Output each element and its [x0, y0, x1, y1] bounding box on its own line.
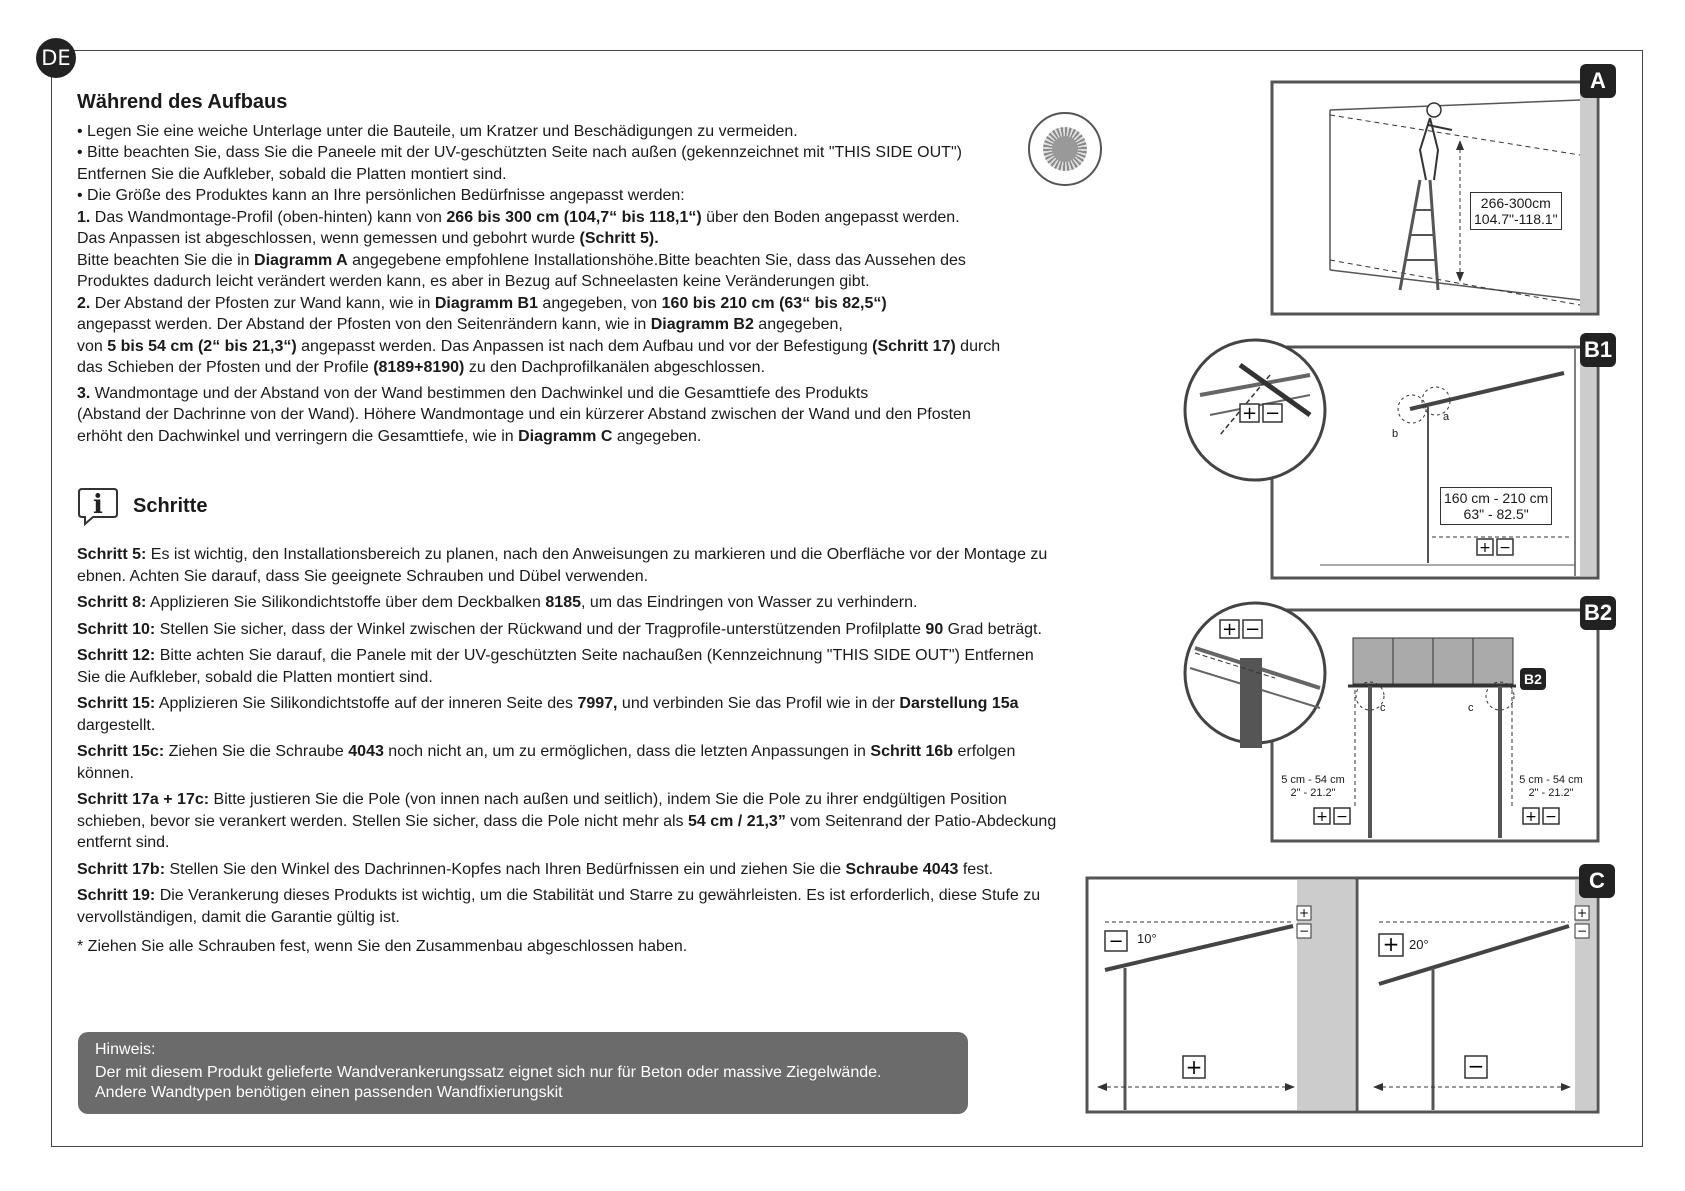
steps-title: Schritte	[133, 494, 208, 517]
section-run: angegeben, von	[537, 294, 662, 312]
step-run: Schritt 17b:	[77, 860, 166, 878]
section-run: • Bitte beachten Sie, dass Sie die Paneele mit der UV-geschützten Seite nach außen (gekennzeichnet mit "THIS SIDE OUT")	[77, 144, 962, 161]
section-run: Entfernen Sie die Aufkleber, sobald die Platten montiert sind.	[77, 165, 507, 183]
step-run: Schritt 19:	[77, 887, 156, 904]
section-run: • Die Größe des Produktes kann an Ihre persönlichen Bedürfnisse angepasst werden:	[77, 187, 685, 204]
section-run: erhöht den Dachwinkel und verringern die Gesamttiefe, wie in	[77, 427, 519, 445]
step-run: Es ist wichtig, den Installationsbereich zu planen, nach den Anweisungen zu markieren und die Oberfläche vor der Montage zu ebnen. Achten Sie darauf, dass Sie geeignete Schrauben und Dübel verwenden.	[77, 546, 1048, 585]
step-run: , um das Eindringen von Wasser zu verhindern.	[580, 594, 918, 611]
diagram-a-label: A	[1580, 64, 1616, 98]
step-run: Schritt 16b	[870, 743, 954, 760]
step-run: Stellen Sie den Winkel des Dachrinnen-Kopfes nach Ihren Bedürfnissen ein und ziehen Sie die	[165, 860, 846, 878]
svg-text:−: −	[1336, 809, 1348, 825]
step-run: 54 cm / 21,3”	[687, 812, 786, 830]
section-run: das Schieben der Pfosten und der Profile	[77, 359, 374, 376]
diagram-b2-left-measurement: 5 cm - 54 cm 2" - 21.2"	[1281, 774, 1345, 799]
svg-text:+: +	[1221, 619, 1238, 640]
section-run: angegeben,	[753, 316, 843, 333]
section-run: durch	[955, 337, 1001, 355]
step-run: 8185	[545, 594, 581, 611]
steps-list	[77, 544, 1057, 963]
svg-text:+: +	[1316, 809, 1328, 825]
svg-text:−: −	[1499, 540, 1511, 556]
hint-box	[78, 1032, 968, 1114]
diagram-b2-label: B2	[1580, 596, 1616, 630]
step-run: Schraube 4043	[845, 860, 959, 878]
section-run: Produktes dadurch leicht verändert werden kann, es aber in Bezug auf Schneelasten keine Veränderungen gibt.	[77, 273, 870, 290]
steps-header	[77, 486, 207, 526]
step-run: Darstellung 15a	[899, 695, 1019, 712]
section-run: zu den Dachprofilkanälen abgeschlossen.	[464, 359, 766, 376]
section-line	[77, 404, 1057, 426]
section-line	[77, 314, 1057, 336]
step-run: Schritt 17a + 17c:	[77, 791, 210, 808]
section-line	[77, 250, 1057, 272]
section-run: (Schritt 5).	[579, 230, 659, 247]
svg-text:+: +	[1185, 1055, 1203, 1079]
section-title: Während des Aufbaus	[77, 91, 288, 113]
svg-text:+: +	[1241, 403, 1258, 424]
step-run: Die Verankerung dieses Produkts ist wichtig, um die Stabilität und Starre zu gewährleisten. Es ist erforderlich, diese Stufe zu vervollständigen, damit die Garantie gültig ist.	[77, 887, 1041, 926]
diagram-b2	[1180, 598, 1613, 843]
section-run: Diagramm A	[254, 251, 348, 269]
diagram-a	[1270, 68, 1606, 316]
svg-text:i: i	[93, 490, 103, 520]
step-item	[77, 619, 1057, 641]
step-item	[77, 693, 1057, 736]
section-run: Wandmontage und der Abstand von der Wand bestimmen den Dachwinkel und die Gesamttiefe des Produkts	[90, 384, 869, 402]
section-line	[77, 426, 1057, 448]
step-run: Schritt 15c:	[77, 743, 165, 760]
step-run: Schritt 12:	[77, 647, 156, 664]
section-line	[77, 383, 1057, 405]
step-item	[77, 936, 1057, 958]
step-run: Applizieren Sie Silikondichtstoffe über dem Deckbalken	[146, 594, 546, 611]
step-run: und verbinden Sie das Profil wie in der	[617, 695, 900, 712]
section-run: Das Anpassen ist abgeschlossen, wenn gemessen und gebohrt wurde	[77, 230, 580, 247]
svg-text:+: +	[1479, 540, 1491, 556]
section-text	[77, 121, 1057, 448]
step-run: Schritt 5:	[77, 546, 147, 563]
step-run: Ziehen Sie die Schraube	[164, 743, 349, 760]
section-run: • Legen Sie eine weiche Unterlage unter die Bauteile, um Kratzer und Beschädigungen zu vermeiden.	[77, 122, 798, 140]
step-run: Schritt 10:	[77, 620, 156, 638]
section-run: (8189+8190)	[373, 359, 465, 376]
language-badge: DE	[36, 38, 76, 78]
svg-text:−: −	[1264, 403, 1281, 424]
section-run: Bitte beachten Sie die in	[77, 251, 255, 269]
diagram-b1-measurement: 160 cm - 210 cm 63" - 82.5"	[1440, 487, 1552, 525]
section-run: von	[77, 337, 108, 355]
callout-a: a	[1443, 411, 1450, 423]
step-run: erfolgen können.	[77, 743, 1016, 782]
callout-c-right: c	[1468, 702, 1474, 714]
section-line	[77, 228, 1057, 250]
step-run: dargestellt.	[77, 716, 156, 734]
section-line	[77, 207, 1057, 229]
section-run: (Abstand der Dachrinne von der Wand). Höhere Wandmontage und ein kürzerer Abstand zwischen der Wand und den Pfosten	[77, 406, 971, 423]
uv-sticker-icon	[1028, 112, 1102, 186]
callout-b: b	[1392, 428, 1399, 440]
section-line	[77, 357, 1057, 379]
section-run: 1.	[77, 208, 91, 226]
section-line	[77, 121, 1057, 143]
step-item	[77, 885, 1057, 928]
diagram-b1	[1180, 335, 1613, 580]
svg-text:−: −	[1108, 931, 1124, 952]
diagram-a-measurement: 266-300cm 104.7"-118.1"	[1470, 192, 1562, 230]
hint-line-2: Andere Wandtypen benötigen einen passenden Wandfixierungskit	[95, 1084, 563, 1101]
diagram-b2-inner-label: B2	[1520, 668, 1546, 690]
section-run: angegebene empfohlene Installationshöhe.Bitte beachten Sie, dass das Aussehen des	[347, 251, 966, 269]
section-run: 266 bis 300 cm (104,7“ bis 118,1“)	[446, 208, 702, 226]
section-line	[77, 336, 1057, 358]
step-run: 90	[925, 620, 944, 638]
step-run: 4043	[348, 743, 384, 760]
step-item	[77, 741, 1057, 784]
assembly-section	[77, 92, 1057, 447]
section-run: Diagramm B2	[650, 316, 754, 333]
callout-c-left: c	[1380, 702, 1386, 714]
section-run: 2.	[77, 294, 91, 312]
angle-left-label: 10°	[1137, 931, 1157, 946]
step-run: vom Seitenrand der Patio-Abdeckung entfernt sind.	[77, 812, 1057, 851]
section-line	[77, 293, 1057, 315]
step-run: Bitte justieren Sie die Pole (von innen nach außen und seitlich), indem Sie die Pole zu ihrer endgültigen Position schieben, bevor sie verankert werden. Stellen Sie sicher, dass die Pole nicht mehr als	[77, 791, 1007, 830]
diagram-c	[1085, 868, 1605, 1114]
section-run: angepasst werden. Das Anpassen ist nach dem Aufbau und vor der Befestigung	[296, 337, 873, 355]
section-run: Diagramm B1	[434, 294, 538, 312]
step-run: 7997,	[577, 695, 618, 712]
section-run: 3.	[77, 384, 91, 402]
step-item	[77, 789, 1057, 854]
section-run: 5 bis 54 cm (2“ bis 21,3“)	[107, 337, 297, 355]
step-run: Stellen Sie sicher, dass der Winkel zwischen der Rückwand und der Tragprofile-unterstützenden Profilplatte	[155, 620, 926, 638]
svg-text:+: +	[1298, 906, 1310, 920]
step-item	[77, 645, 1057, 688]
diagram-b2-right-measurement: 5 cm - 54 cm 2" - 21.2"	[1519, 774, 1583, 799]
svg-text:+: +	[1576, 906, 1588, 920]
svg-text:+: +	[1382, 932, 1400, 956]
svg-text:+: +	[1525, 809, 1537, 825]
step-run: fest.	[958, 860, 994, 878]
info-icon	[77, 486, 119, 526]
section-line	[77, 271, 1057, 293]
section-run: Diagramm C	[518, 427, 613, 445]
section-run: Das Wandmontage-Profil (oben-hinten) kann von	[90, 208, 447, 226]
diagram-b1-label: B1	[1580, 333, 1616, 367]
step-run: Schritt 15:	[77, 695, 156, 712]
step-run: Applizieren Sie Silikondichtstoffe auf der inneren Seite des	[155, 695, 578, 712]
section-run: 160 bis 210 cm (63“ bis 82,5“)	[661, 294, 887, 312]
section-line	[77, 185, 1057, 207]
section-line	[77, 142, 1057, 164]
step-item	[77, 592, 1057, 614]
step-item	[77, 544, 1057, 587]
section-run: (Schritt 17)	[872, 337, 956, 355]
section-line	[77, 164, 1057, 186]
svg-text:−: −	[1545, 809, 1557, 825]
section-run: über den Boden angepasst werden.	[701, 208, 960, 226]
step-run: * Ziehen Sie alle Schrauben fest, wenn Sie den Zusammenbau abgeschlossen haben.	[77, 938, 688, 955]
step-item	[77, 859, 1057, 881]
svg-text:−: −	[1244, 619, 1261, 640]
svg-text:−: −	[1467, 1054, 1485, 1078]
step-run: noch nicht an, um zu ermöglichen, dass die letzten Anpassungen in	[383, 743, 871, 760]
section-run: angegeben.	[612, 427, 702, 445]
hint-title: Hinweis:	[95, 1041, 156, 1058]
svg-text:−: −	[1298, 924, 1310, 938]
svg-text:−: −	[1576, 924, 1588, 938]
diagram-c-label: C	[1579, 864, 1615, 898]
step-run: Bitte achten Sie darauf, die Panele mit der UV-geschützten Seite nachaußen (Kennzeichnung "THIS SIDE OUT") Entfernen Sie die Aufkleber, sobald die Platten montiert sind.	[77, 647, 1034, 686]
section-run: Der Abstand der Pfosten zur Wand kann, wie in	[90, 294, 435, 312]
section-run: angepasst werden. Der Abstand der Pfosten von den Seitenrändern kann, wie in	[77, 316, 651, 333]
hint-line-1: Der mit diesem Produkt gelieferte Wandverankerungssatz eignet sich nur für Beton oder massive Ziegelwände.	[95, 1064, 882, 1081]
step-run: Grad beträgt.	[943, 620, 1042, 638]
angle-right-label: 20°	[1409, 937, 1429, 952]
step-run: Schritt 8:	[77, 594, 147, 611]
